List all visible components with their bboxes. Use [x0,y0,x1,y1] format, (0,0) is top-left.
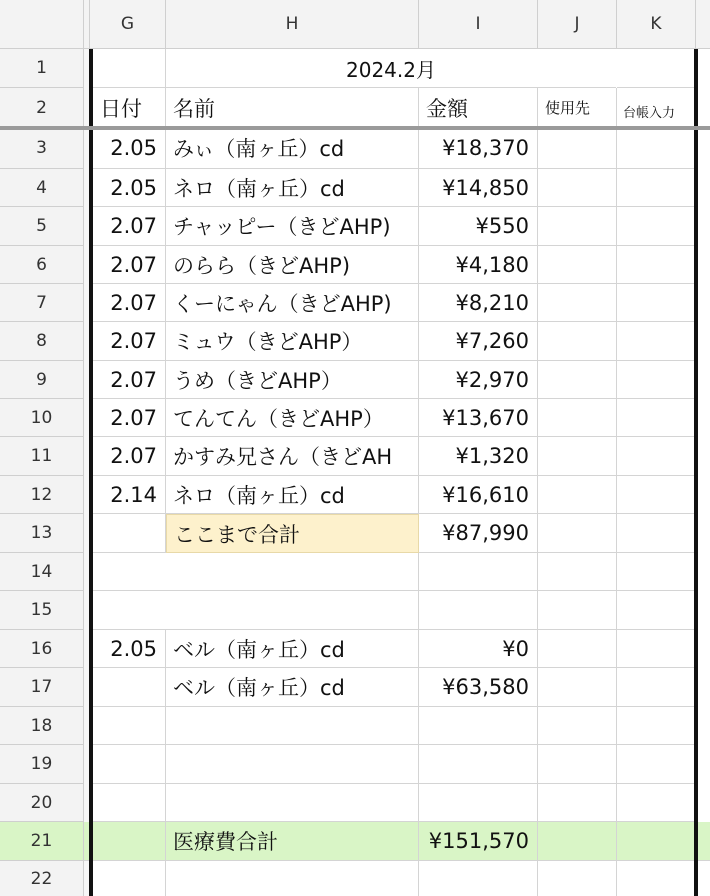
empty-cell[interactable] [538,553,617,591]
ledger-cell[interactable] [617,322,696,361]
name-cell[interactable]: ベル（南ヶ丘）cd [166,630,419,668]
empty-cell[interactable] [538,861,617,896]
ledger-cell[interactable] [617,207,696,246]
select-all-corner[interactable] [0,0,84,49]
row-header[interactable]: 6 [0,246,84,284]
amount-cell[interactable]: ¥8,210 [419,284,538,322]
used-cell[interactable] [538,668,617,707]
cell-k1[interactable] [617,49,696,88]
row-header[interactable]: 18 [0,707,84,745]
row-header[interactable]: 7 [0,284,84,322]
row-header[interactable]: 14 [0,553,84,591]
used-cell[interactable] [538,399,617,437]
empty-cell[interactable] [90,784,166,822]
amount-cell[interactable]: ¥0 [419,630,538,668]
ledger-cell[interactable] [617,630,696,668]
header-ledger[interactable]: 台帳入力 [617,88,696,128]
empty-cell[interactable] [617,553,696,591]
row-header[interactable]: 8 [0,322,84,361]
row-header[interactable]: 4 [0,169,84,207]
used-cell[interactable] [538,284,617,322]
column-header-g[interactable]: G [90,0,166,49]
empty-cell[interactable] [90,591,166,630]
used-cell[interactable] [538,476,617,514]
date-cell[interactable]: 2.05 [90,630,166,668]
ledger-cell[interactable] [617,284,696,322]
cell-g13[interactable] [90,514,166,553]
left-thick-border [89,49,93,896]
ledger-cell[interactable] [617,399,696,437]
date-cell[interactable]: 2.07 [90,322,166,361]
cell-g1[interactable] [90,49,166,88]
used-cell[interactable] [538,630,617,668]
amount-cell[interactable]: ¥13,670 [419,399,538,437]
column-header-l-partial[interactable] [696,0,710,49]
empty-cell[interactable] [166,745,419,784]
row-header[interactable]: 10 [0,399,84,437]
name-cell[interactable]: チャッピー（きどAHP) [166,207,419,246]
ledger-cell[interactable] [617,361,696,399]
date-cell[interactable]: 2.07 [90,207,166,246]
used-cell[interactable] [538,322,617,361]
name-cell[interactable]: ミュウ（きどAHP） [166,322,419,361]
name-cell[interactable]: ベル（南ヶ丘）cd [166,668,419,707]
empty-cell[interactable] [166,707,419,745]
row-header[interactable]: 3 [0,128,84,169]
row-header[interactable]: 12 [0,476,84,514]
ledger-cell[interactable] [617,668,696,707]
used-cell[interactable] [538,128,617,169]
row-header[interactable]: 17 [0,668,84,707]
date-cell[interactable]: 2.07 [90,399,166,437]
row-header[interactable]: 11 [0,437,84,476]
amount-cell[interactable]: ¥63,580 [419,668,538,707]
row-header[interactable]: 2 [0,88,84,128]
name-cell[interactable]: うめ（きどAHP） [166,361,419,399]
empty-cell[interactable] [419,745,538,784]
amount-cell[interactable]: ¥18,370 [419,128,538,169]
name-cell[interactable]: ネロ（南ヶ丘）cd [166,476,419,514]
cell-l2[interactable] [696,88,710,128]
amount-cell[interactable]: ¥550 [419,207,538,246]
column-header-h[interactable]: H [166,0,419,49]
freeze-row-line[interactable] [0,126,710,130]
empty-cell[interactable] [419,784,538,822]
ledger-cell[interactable] [617,437,696,476]
header-amount[interactable]: 金額 [419,88,538,128]
empty-cell[interactable] [166,553,419,591]
title-cell[interactable]: 2024.2月 [166,49,616,88]
used-cell[interactable] [538,169,617,207]
subtotal-label[interactable]: ここまで合計 [166,514,419,553]
empty-cell[interactable] [166,861,419,896]
date-cell[interactable]: 2.07 [90,361,166,399]
total-label[interactable]: 医療費合計 [166,822,419,861]
empty-cell[interactable] [617,784,696,822]
date-cell[interactable]: 2.05 [90,169,166,207]
ledger-cell[interactable] [617,169,696,207]
column-header-k[interactable]: K [617,0,696,49]
empty-cell[interactable] [617,861,696,896]
date-cell[interactable]: 2.05 [90,128,166,169]
name-cell[interactable]: のらら（きどAHP) [166,246,419,284]
empty-cell[interactable] [538,591,617,630]
empty-cell[interactable] [419,553,538,591]
subtotal-amount[interactable]: ¥87,990 [419,514,538,553]
amount-cell[interactable]: ¥2,970 [419,361,538,399]
row-header[interactable]: 16 [0,630,84,668]
empty-cell[interactable] [538,707,617,745]
empty-cell[interactable] [90,553,166,591]
row-header[interactable]: 1 [0,49,84,88]
empty-cell[interactable] [617,591,696,630]
ledger-cell[interactable] [617,476,696,514]
empty-cell[interactable] [538,745,617,784]
amount-cell[interactable]: ¥4,180 [419,246,538,284]
name-cell[interactable]: ネロ（南ヶ丘）cd [166,169,419,207]
amount-cell[interactable]: ¥14,850 [419,169,538,207]
amount-cell[interactable]: ¥16,610 [419,476,538,514]
empty-cell[interactable] [166,784,419,822]
row-header[interactable]: 15 [0,591,84,630]
date-cell[interactable]: 2.14 [90,476,166,514]
header-date[interactable]: 日付 [90,88,166,128]
empty-cell[interactable] [617,707,696,745]
ledger-cell[interactable] [617,128,696,169]
name-cell[interactable]: てんてん（きどAHP） [166,399,419,437]
header-used[interactable]: 使用先 [538,88,617,128]
amount-cell[interactable]: ¥1,320 [419,437,538,476]
ledger-cell[interactable] [617,246,696,284]
date-cell[interactable]: 2.07 [90,246,166,284]
row-header[interactable]: 5 [0,207,84,246]
right-thick-border [694,49,698,896]
ledger-cell[interactable] [617,514,696,553]
total-row-j[interactable] [538,822,617,861]
name-cell[interactable]: くーにゃん（きどAHP) [166,284,419,322]
name-cell[interactable]: みぃ（南ヶ丘）cd [166,128,419,169]
empty-cell[interactable] [419,861,538,896]
column-header-j[interactable]: J [538,0,617,49]
name-cell[interactable]: かすみ兄さん（きどAH [166,437,419,476]
empty-cell[interactable] [538,784,617,822]
empty-cell[interactable] [90,745,166,784]
empty-cell[interactable] [419,591,538,630]
date-cell[interactable]: 2.07 [90,284,166,322]
row-header[interactable]: 9 [0,361,84,399]
date-cell[interactable] [90,668,166,707]
empty-cell[interactable] [617,745,696,784]
row-header[interactable]: 21 [0,822,84,861]
empty-cell[interactable] [90,861,166,896]
row-header[interactable]: 13 [0,514,84,553]
total-amount[interactable]: ¥151,570 [419,822,538,861]
empty-cell[interactable] [419,707,538,745]
used-cell[interactable] [538,246,617,284]
column-header-i[interactable]: I [419,0,538,49]
empty-cell[interactable] [90,707,166,745]
row-header[interactable]: 22 [0,861,84,896]
total-row-g[interactable] [84,822,166,861]
used-cell[interactable] [538,514,617,553]
used-cell[interactable] [538,207,617,246]
row-header[interactable]: 20 [0,784,84,822]
used-cell[interactable] [538,361,617,399]
empty-cell[interactable] [166,591,419,630]
row-header[interactable]: 19 [0,745,84,784]
date-cell[interactable]: 2.07 [90,437,166,476]
used-cell[interactable] [538,437,617,476]
header-name[interactable]: 名前 [166,88,419,128]
amount-cell[interactable]: ¥7,260 [419,322,538,361]
